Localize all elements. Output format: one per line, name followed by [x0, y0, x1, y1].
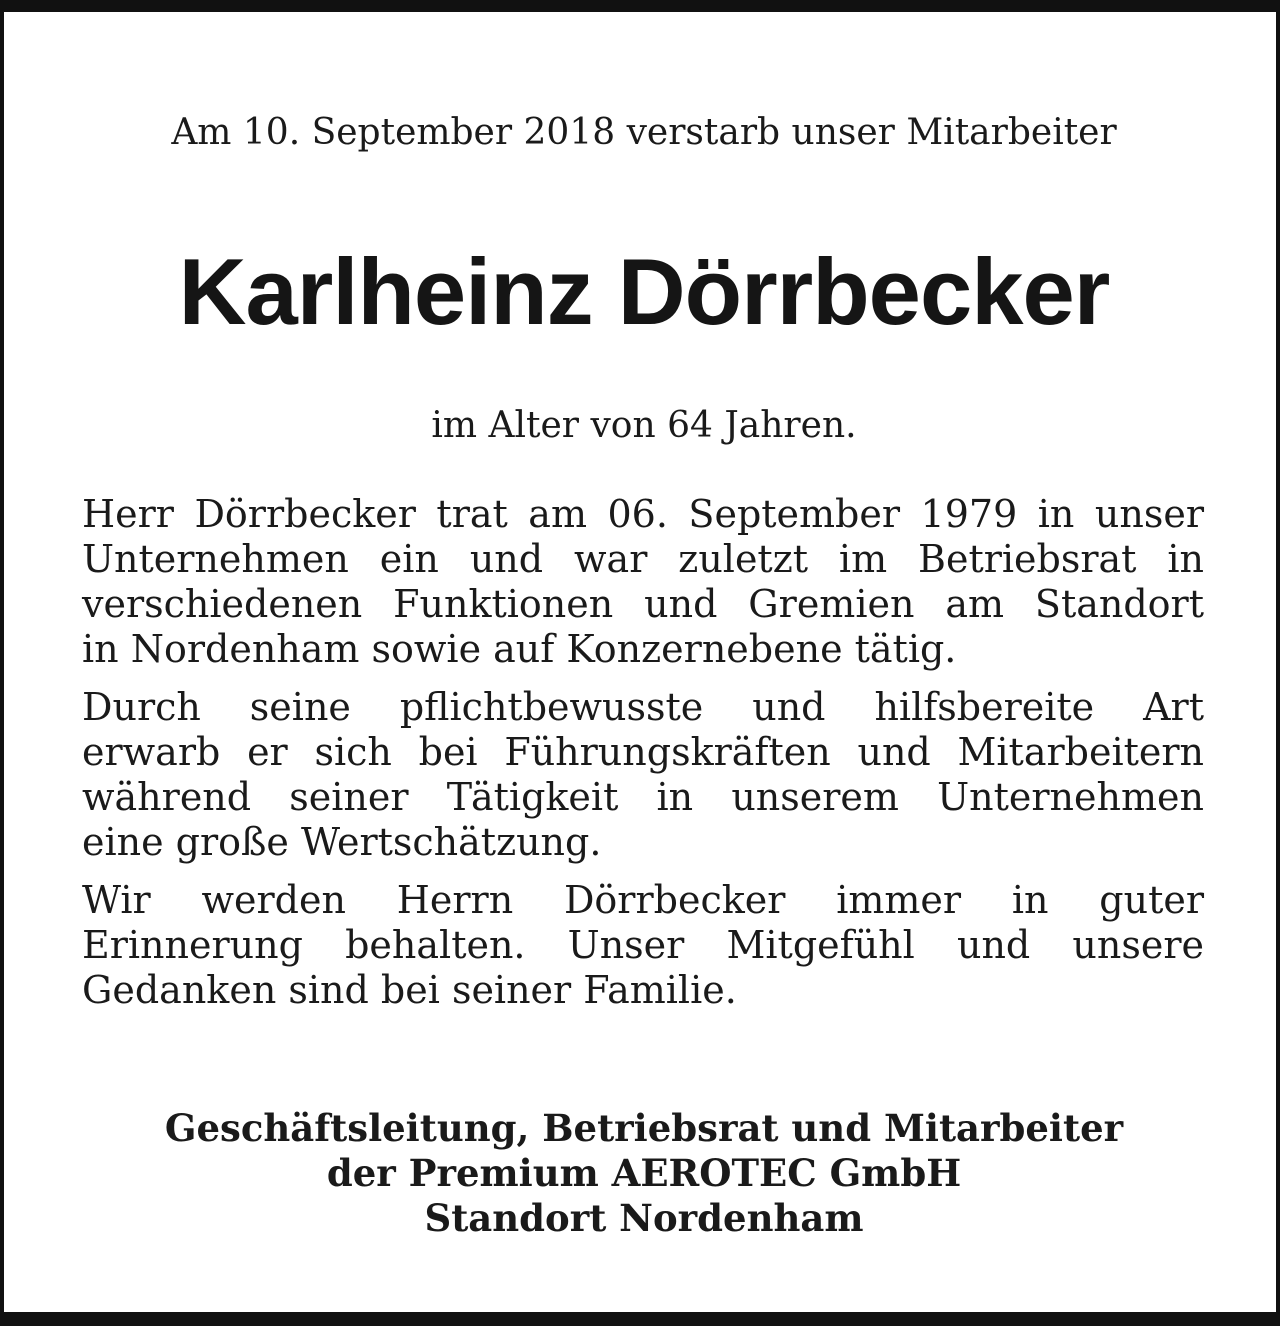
text-line: Durch seine pflichtbewusste und hilfsbereite Art — [82, 685, 1204, 729]
text-line: während seiner Tätigkeit in unserem Unternehmen — [82, 775, 1204, 819]
text-line: in Nordenham sowie auf Konzernebene tätig. — [82, 627, 957, 671]
text-line: Gedanken sind bei seiner Familie. — [82, 968, 737, 1012]
text-line: Wir werden Herrn Dörrbecker immer in guter — [82, 878, 1204, 922]
deceased-name: Karlheinz Dörrbecker — [178, 239, 1110, 344]
intro-line: Am 10. September 2018 verstarb unser Mitarbeiter — [171, 112, 1117, 153]
text-line: verschiedenen Funktionen und Gremien am Standort — [82, 582, 1204, 626]
paragraph-career — [82, 492, 1204, 672]
paragraph-appreciation — [82, 685, 1204, 865]
paragraph-remembrance — [82, 878, 1204, 1013]
signature-line: Standort Nordenham — [424, 1196, 864, 1240]
notice-body — [82, 492, 1204, 1026]
text-line: Herr Dörrbecker trat am 06. September 1979 in unser — [82, 492, 1204, 536]
signature-block — [4, 1106, 1280, 1241]
signature-line: Geschäftsleitung, Betriebsrat und Mitarbeiter — [164, 1106, 1124, 1150]
signature-line: der Premium AEROTEC GmbH — [326, 1151, 962, 1195]
text-line: Unternehmen ein und war zuletzt im Betriebsrat in — [82, 537, 1204, 581]
text-line: eine große Wertschätzung. — [82, 820, 602, 864]
age-line: im Alter von 64 Jahren. — [431, 405, 857, 446]
text-line: Erinnerung behalten. Unser Mitgefühl und unsere — [82, 923, 1204, 967]
text-line: erwarb er sich bei Führungskräften und Mitarbeitern — [82, 730, 1204, 774]
